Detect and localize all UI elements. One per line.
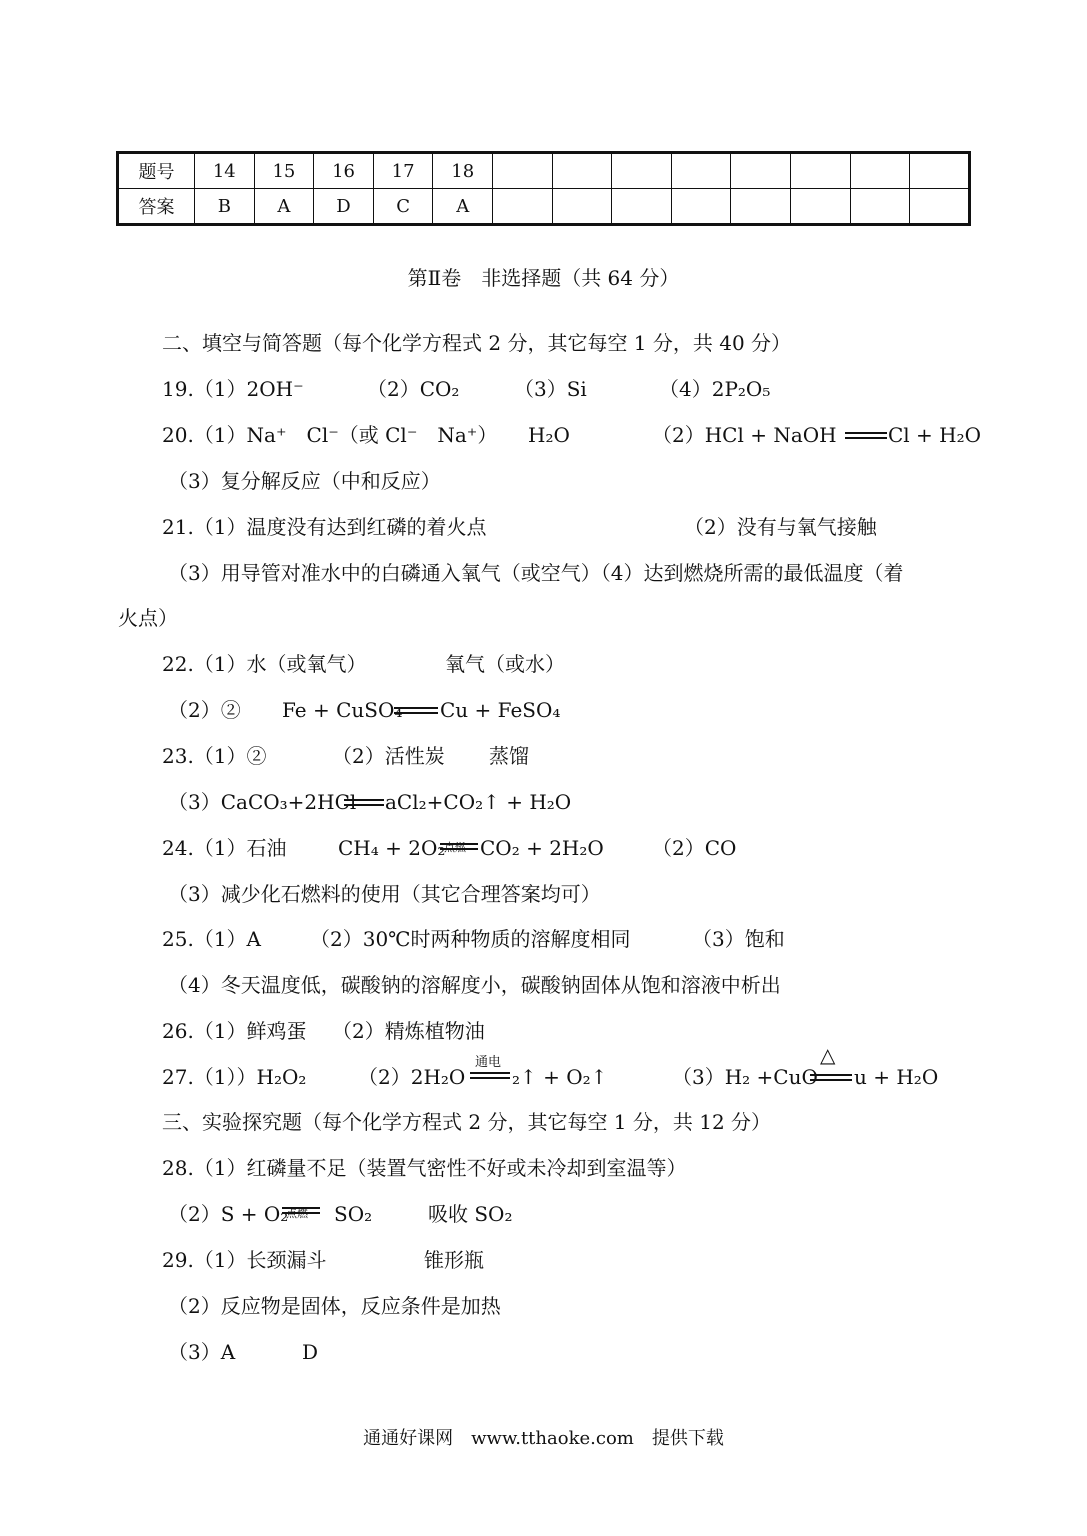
answer-text: 29.（1）长颈漏斗 <box>162 1248 327 1272</box>
answer-line-25 <box>162 926 862 952</box>
table-cell: 15 <box>254 153 314 189</box>
equation-right: Cl + H₂O <box>888 423 982 447</box>
answer-text: （4）冬天温度低，碳酸钠的溶解度小，碳酸钠固体从饱和溶液中析出 <box>168 973 781 997</box>
table-cell <box>493 189 553 225</box>
answer-text: （2）CO <box>652 836 737 860</box>
table-cell: A <box>433 189 493 225</box>
equation-right: u + H₂O <box>854 1065 939 1089</box>
answer-text: 23.（1）② <box>162 744 267 768</box>
table-cell <box>612 189 672 225</box>
table-cell: C <box>373 189 433 225</box>
answer-text: （3）减少化石燃料的使用（其它合理答案均可） <box>168 882 601 906</box>
answer-line-22b <box>168 697 768 723</box>
table-cell <box>731 153 791 189</box>
reaction-condition: 点燃 <box>444 841 466 854</box>
section-heading: 三、实验探究题（每个化学方程式 2 分，其它每空 1 分，共 12 分） <box>162 1110 772 1134</box>
table-cell <box>850 153 910 189</box>
table-cell <box>552 153 612 189</box>
table-cell <box>493 153 553 189</box>
answer-line-20 <box>162 422 982 448</box>
answer-text: （3）用导管对准水中的白磷通入氧气（或空气）（4）达到燃烧所需的最低温度（着 <box>168 561 904 585</box>
answer-text: 21.（1）温度没有达到红磷的着火点 <box>162 515 487 539</box>
equation-right: aCl₂+CO₂↑ + H₂O <box>385 790 572 814</box>
equation-left: （2）S + O₂ <box>168 1202 289 1226</box>
answer-text: （2）活性炭 <box>332 744 445 768</box>
answer-text: （2）没有与氧气接触 <box>684 515 877 539</box>
page-footer: 通通好课网 www.tthaoke.com 提供下载 <box>363 1428 724 1449</box>
table-cell <box>671 189 731 225</box>
table-row <box>118 189 970 225</box>
table-cell <box>612 153 672 189</box>
equals-sign <box>845 432 887 439</box>
table-cell <box>850 189 910 225</box>
table-cell: B <box>195 189 255 225</box>
answer-text: 26.（1）鲜鸡蛋 <box>162 1019 307 1043</box>
answer-text: （2）反应物是固体，反应条件是加热 <box>168 1294 501 1318</box>
answer-line-28b <box>168 1201 768 1227</box>
table-cell <box>791 153 851 189</box>
answer-text: （3）A <box>168 1340 236 1364</box>
answer-line-22 <box>162 651 762 677</box>
table-row-label: 题号 <box>118 153 195 189</box>
answer-text: 28.（1）红磷量不足（装置气密性不好或未冷却到室温等） <box>162 1156 687 1180</box>
table-cell: 18 <box>433 153 493 189</box>
table-row-label: 答案 <box>118 189 195 225</box>
reaction-condition: 通电 <box>475 1055 502 1070</box>
table-cell <box>552 189 612 225</box>
reaction-condition: 点燃 <box>286 1207 308 1220</box>
answer-text: 20.（1）Na⁺ Cl⁻（或 Cl⁻ Na⁺） <box>162 423 498 447</box>
answer-text: （3）饱和 <box>692 927 785 951</box>
answer-text: D <box>302 1340 319 1364</box>
equals-sign <box>440 843 478 850</box>
equals-sign <box>344 799 384 806</box>
equation-left: （2）HCl + NaOH <box>652 423 837 447</box>
answer-table <box>116 151 971 226</box>
equation-right: Cu + FeSO₄ <box>440 698 561 722</box>
section-title: 第Ⅱ卷 非选择题（共 64 分） <box>407 266 680 290</box>
answer-text: 25.（1）A <box>162 927 261 951</box>
equation-right: ₂↑ + O₂↑ <box>512 1065 608 1089</box>
equation-left: （2）2H₂O <box>358 1065 466 1089</box>
equation-left: （3）CaCO₃+2HCl <box>168 790 357 814</box>
answer-text: H₂O <box>528 423 570 447</box>
answer-text: （2）② <box>168 698 241 722</box>
answer-text: （2）30℃时两种物质的溶解度相同 <box>310 927 631 951</box>
equation-left: Fe + CuSO₄ <box>282 698 403 722</box>
answer-text: 火点） <box>118 606 178 630</box>
answer-text: 吸收 SO₂ <box>428 1202 513 1226</box>
table-cell: D <box>314 189 374 225</box>
answer-text: 22.（1）水（或氧气） <box>162 652 367 676</box>
answer-text: 27.（1））H₂O₂ <box>162 1065 307 1089</box>
answer-text: （3）Si <box>514 377 587 401</box>
table-cell: 17 <box>373 153 433 189</box>
table-cell <box>910 153 970 189</box>
equals-sign <box>394 707 438 714</box>
table-cell <box>671 153 731 189</box>
answer-line-27 <box>162 1043 962 1090</box>
answer-text: 24.（1）石油 <box>162 836 287 860</box>
answer-text: （2）CO₂ <box>367 377 460 401</box>
answer-text: （3）复分解反应（中和反应） <box>168 469 441 493</box>
table-cell: 14 <box>195 153 255 189</box>
section-heading: 二、填空与简答题（每个化学方程式 2 分，其它每空 1 分，共 40 分） <box>162 331 792 355</box>
answer-text: 19.（1）2OH⁻ <box>162 377 304 401</box>
answer-line-26 <box>162 1018 662 1044</box>
equation-right: CO₂ + 2H₂O <box>480 836 604 860</box>
table-cell <box>731 189 791 225</box>
table-cell: 16 <box>314 153 374 189</box>
equals-sign <box>810 1074 852 1081</box>
answer-text: （2）精炼植物油 <box>332 1019 485 1043</box>
answer-line-23b <box>168 789 768 815</box>
equals-sign <box>282 1207 320 1214</box>
answer-text: 氧气（或水） <box>445 652 565 676</box>
table-cell <box>910 189 970 225</box>
table-cell: A <box>254 189 314 225</box>
table-cell <box>791 189 851 225</box>
answer-line-19 <box>162 376 962 402</box>
answer-line-24 <box>162 835 782 861</box>
answer-line-29c <box>168 1339 468 1365</box>
equals-sign <box>470 1072 510 1079</box>
answer-text: （4）2P₂O₅ <box>659 377 771 401</box>
equation-left: CH₄ + 2O₂ <box>338 836 446 860</box>
table-row <box>118 153 970 189</box>
reaction-condition: △ <box>820 1043 836 1067</box>
answer-line-23 <box>162 743 762 769</box>
equation-right: SO₂ <box>334 1202 373 1226</box>
answer-line-21 <box>162 514 962 540</box>
answer-text: 锥形瓶 <box>424 1248 484 1272</box>
answer-text: 蒸馏 <box>489 744 529 768</box>
equation-left: （3）H₂ +CuO <box>672 1065 818 1089</box>
answer-line-29 <box>162 1247 762 1273</box>
